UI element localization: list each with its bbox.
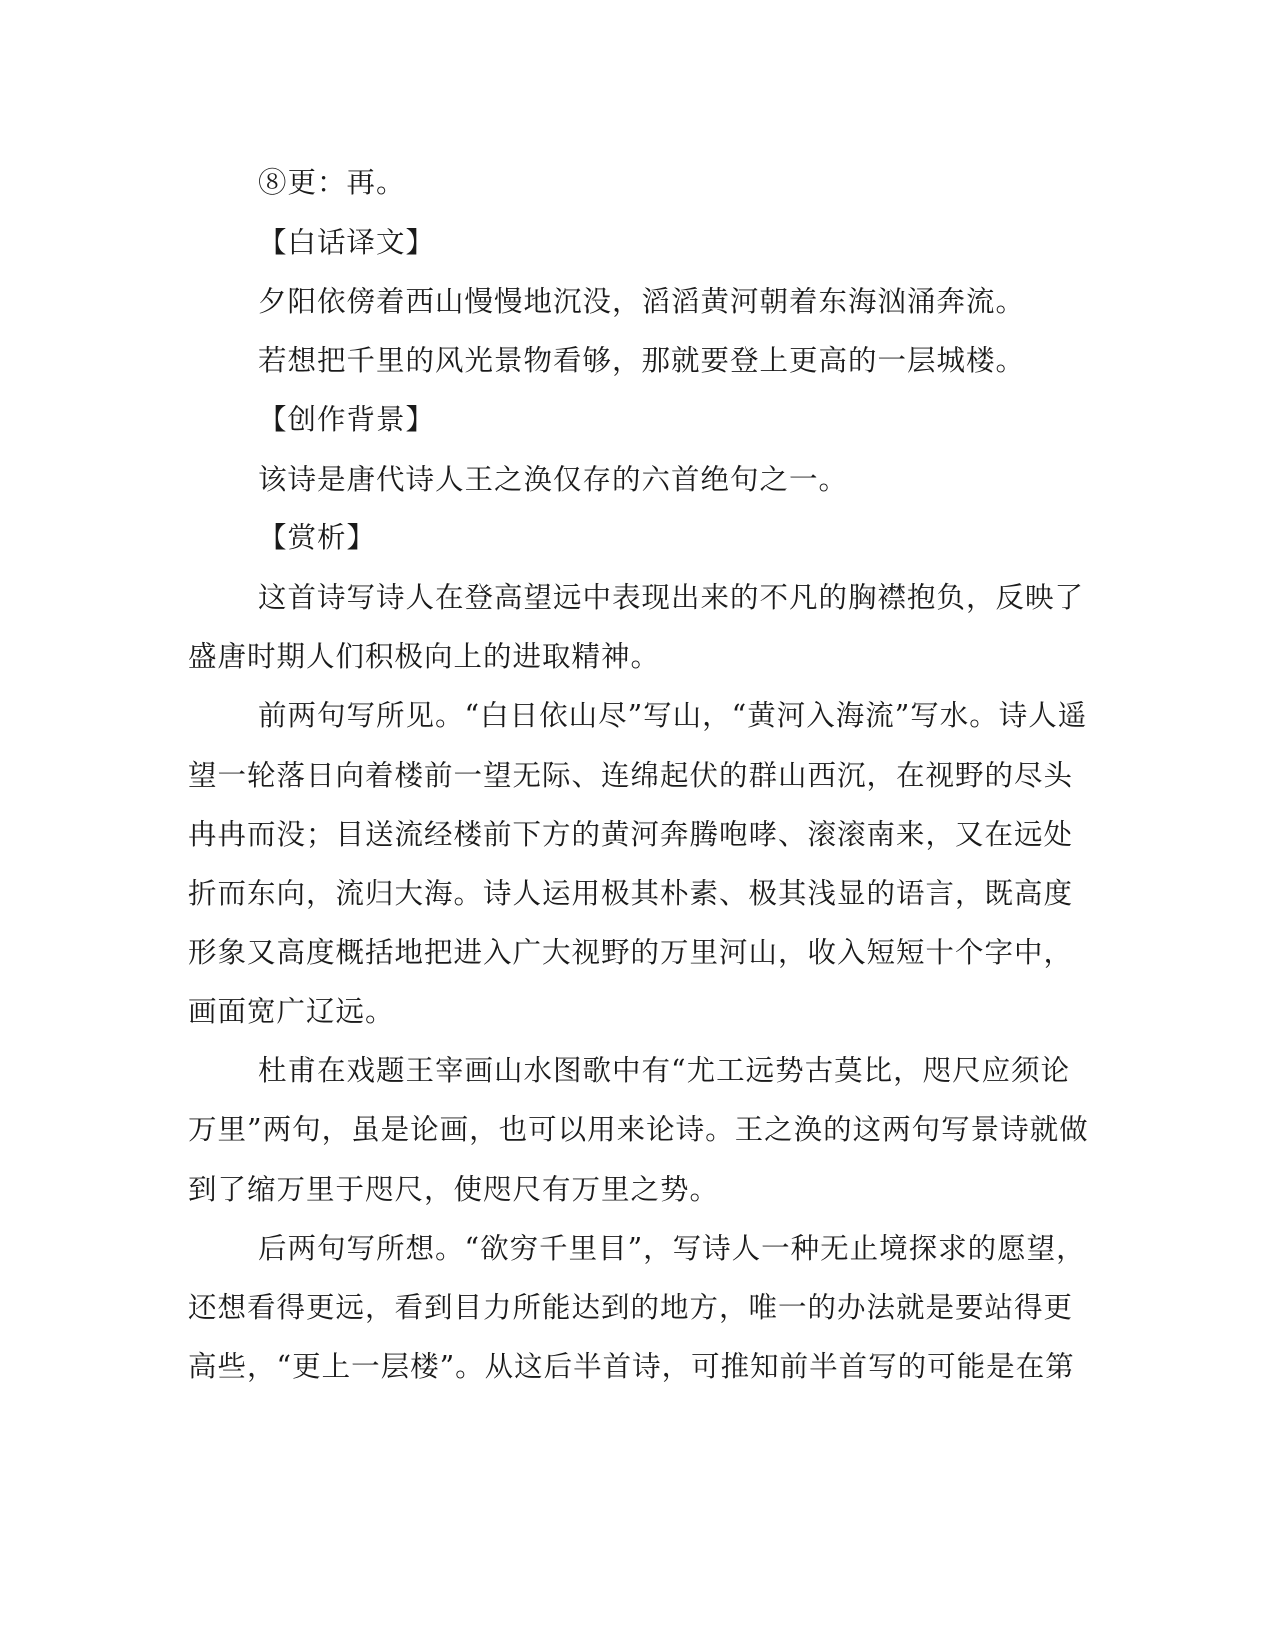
paragraph-line: 前两句写所见。“白日依山尽”写山，“黄河入海流”写水。诗人遥 [258, 699, 1088, 732]
translation-line: 夕阳依傍着西山慢慢地沉没，滔滔黄河朝着东海汹涌奔流。 [258, 285, 1026, 318]
paragraph-line: 万里”两句，虽是论画，也可以用来论诗。王之涣的这两句写景诗就做 [188, 1113, 1089, 1146]
background-line: 该诗是唐代诗人王之涣仅存的六首绝句之一。 [258, 463, 849, 496]
paragraph-line: 高些，“更上一层楼”。从这后半首诗，可推知前半首写的可能是在第 [188, 1350, 1075, 1383]
paragraph-line: 形象又高度概括地把进入广大视野的万里河山，收入短短十个字中， [188, 936, 1074, 969]
translation-line: 若想把千里的风光景物看够，那就要登上更高的一层城楼。 [258, 344, 1026, 377]
paragraph-line: 杜甫在戏题王宰画山水图歌中有“尤工远势古莫比，咫尺应须论 [258, 1054, 1071, 1087]
paragraph-line: 这首诗写诗人在登高望远中表现出来的不凡的胸襟抱负，反映了 [258, 581, 1085, 614]
paragraph-line: 还想看得更远，看到目力所能达到的地方，唯一的办法就是要站得更 [188, 1291, 1074, 1324]
paragraph-line: 到了缩万里于咫尺，使咫尺有万里之势。 [188, 1173, 720, 1206]
section-heading: 【白话译文】 [258, 226, 436, 259]
section-heading: 【创作背景】 [258, 403, 436, 436]
paragraph-line: 后两句写所想。“欲穷千里目”，写诗人一种无止境探求的愿望， [258, 1232, 1086, 1265]
paragraph-line: 折而东向，流归大海。诗人运用极其朴素、极其浅显的语言，既高度 [188, 877, 1074, 910]
annotation-line: ⑧更：再。 [258, 166, 406, 199]
section-heading: 【赏析】 [258, 521, 377, 554]
paragraph-line: 画面宽广辽远。 [188, 995, 395, 1028]
paragraph-line: 冉冉而没；目送流经楼前下方的黄河奔腾咆哮、滚滚南来，又在远处 [188, 818, 1074, 851]
paragraph-line: 望一轮落日向着楼前一望无际、连绵起伏的群山西沉，在视野的尽头 [188, 759, 1074, 792]
paragraph-line: 盛唐时期人们积极向上的进取精神。 [188, 640, 661, 673]
